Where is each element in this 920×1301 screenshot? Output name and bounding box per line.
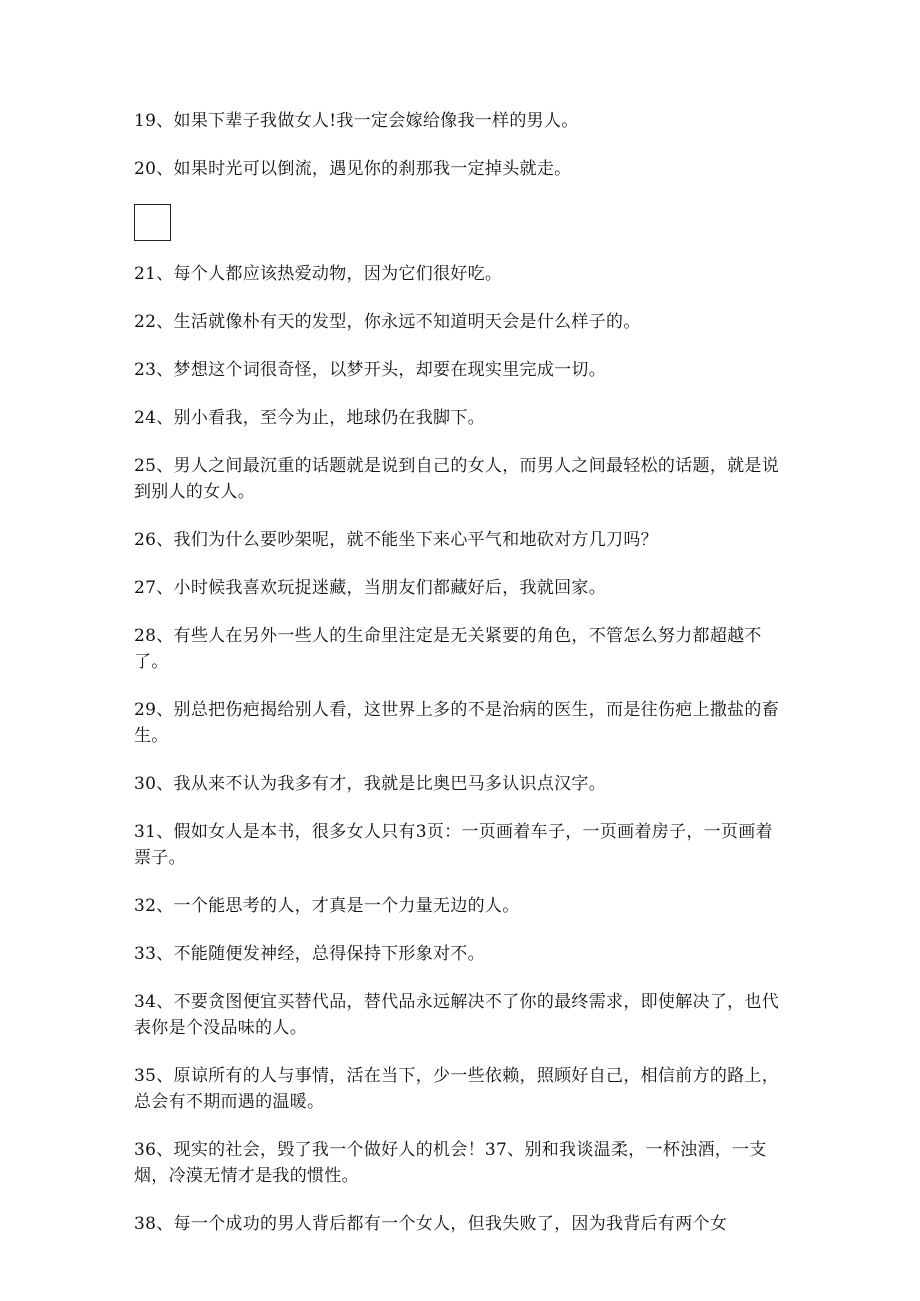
list-item: 20、如果时光可以倒流，遇见你的刹那我一定掉头就走。 bbox=[134, 159, 572, 179]
list-item: 23、梦想这个词很奇怪，以梦开头，却要在现实里完成一切。 bbox=[134, 360, 607, 380]
list-item: 38、每一个成功的男人背后都有一个女人，但我失败了，因为我背后有两个女 bbox=[134, 1214, 728, 1234]
list-item: 22、生活就像朴有天的发型，你永远不知道明天会是什么样子的。 bbox=[134, 312, 641, 332]
list-item: 24、别小看我，至今为止，地球仍在我脚下。 bbox=[134, 408, 485, 428]
list-item: 21、每个人都应该热爱动物，因为它们很好吃。 bbox=[134, 264, 503, 284]
list-item: 36、现实的社会，毁了我一个做好人的机会！37、别和我谈温柔，一杯浊酒，一支烟，冷漠无情才是我的惯性。 bbox=[134, 1140, 767, 1186]
list-item: 27、小时候我喜欢玩捉迷藏，当朋友们都藏好后，我就回家。 bbox=[134, 578, 607, 598]
list-item: 26、我们为什么要吵架呢，就不能坐下来心平气和地砍对方几刀吗？ bbox=[134, 530, 658, 550]
list-item: 25、男人之间最沉重的话题就是说到自己的女人，而男人之间最轻松的话题，就是说到别人的女人。 bbox=[134, 456, 780, 502]
list-item: 32、一个能思考的人，才真是一个力量无边的人。 bbox=[134, 896, 520, 916]
list-item: 30、我从来不认为我多有才，我就是比奥巴马多认识点汉字。 bbox=[134, 774, 607, 794]
document-content bbox=[134, 108, 784, 1259]
list-item: 33、不能随便发神经，总得保持下形象对不。 bbox=[134, 944, 485, 964]
list-item: 29、别总把伤疤揭给别人看，这世界上多的不是治病的医生，而是往伤疤上撒盐的畜生。 bbox=[134, 700, 780, 746]
list-item: 19、如果下辈子我做女人!我一定会嫁给像我一样的男人。 bbox=[134, 111, 579, 131]
list-item: 35、原谅所有的人与事情，活在当下，少一些依赖，照顾好自己，相信前方的路上，总会有不期而遇的温暖。 bbox=[134, 1066, 780, 1112]
list-item: 28、有些人在另外一些人的生命里注定是无关紧要的角色，不管怎么努力都超越不了。 bbox=[134, 626, 762, 672]
list-item: 31、假如女人是本书，很多女人只有3页：一页画着车子，一页画着房子，一页画着票子。 bbox=[134, 822, 773, 868]
empty-box-figure bbox=[134, 204, 171, 241]
list-item: 34、不要贪图便宜买替代品，替代品永远解决不了你的最终需求，即使解决了，也代表你是个没品味的人。 bbox=[134, 992, 780, 1038]
